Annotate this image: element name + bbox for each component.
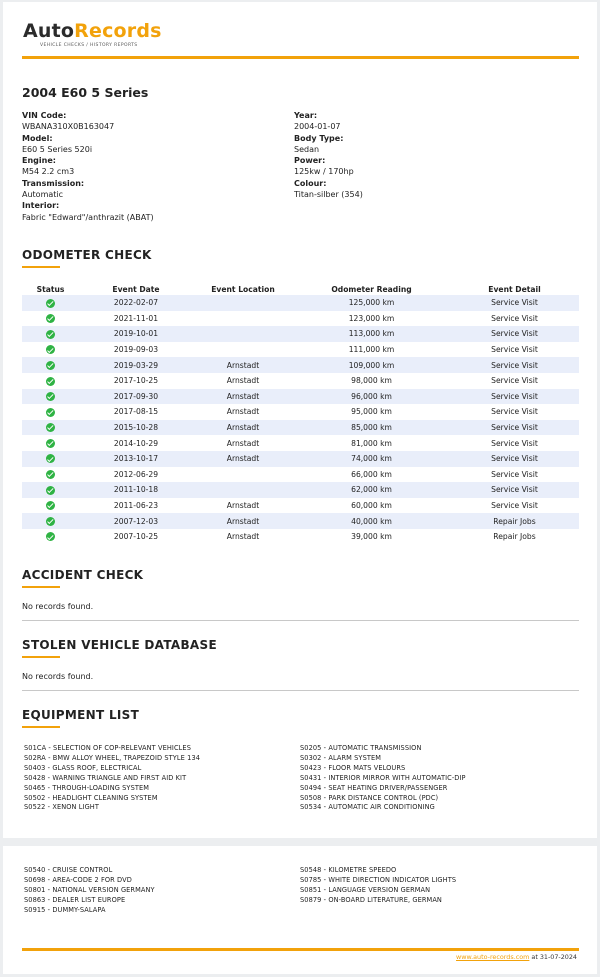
event-date-cell: 2019-03-29 xyxy=(79,357,193,373)
spec-label: Colour: xyxy=(294,178,327,188)
odometer-table xyxy=(22,283,579,545)
spec-value: Titan-silber (354) xyxy=(294,190,363,200)
header-odometer-reading: Odometer Reading xyxy=(331,284,412,294)
event-date-cell: 2021-11-01 xyxy=(113,313,159,323)
odometer-row xyxy=(22,498,579,514)
event-date-cell: 2019-09-03 xyxy=(113,345,159,355)
event-reading-cell: 60,000 km xyxy=(351,501,392,511)
event-reading-cell: 40,000 km xyxy=(293,513,450,529)
equipment-item: S0522 - XENON LIGHT xyxy=(24,803,99,812)
equipment-item: S0879 - ON-BOARD LITERATURE, GERMAN xyxy=(300,895,442,904)
event-reading-cell: 109,000 km xyxy=(293,357,450,373)
check-circle-icon xyxy=(46,299,55,308)
event-location-cell xyxy=(193,467,293,483)
equipment-title-underline xyxy=(22,726,60,728)
header-divider xyxy=(22,56,579,59)
header-event-location: Event Location xyxy=(211,284,275,294)
equipment-list-right xyxy=(300,744,466,813)
odometer-row xyxy=(22,435,579,451)
equipment-item: S0801 - NATIONAL VERSION GERMANY xyxy=(24,885,155,894)
equipment-item: S0548 - KILOMETRE SPEEDO xyxy=(300,866,397,874)
odometer-section-title: ODOMETER CHECK xyxy=(22,248,152,262)
odometer-row xyxy=(22,451,579,467)
spec-label: Body Type: xyxy=(294,133,344,143)
equipment-item: S0403 - GLASS ROOF, ELECTRICAL xyxy=(24,763,142,772)
header-status: Status xyxy=(36,284,65,294)
odometer-header-row xyxy=(22,283,579,295)
spec-value: E60 5 Series 520i xyxy=(22,144,93,154)
equipment-item: S0302 - ALARM SYSTEM xyxy=(300,753,382,762)
equipment-item: S0698 - AREA-CODE 2 FOR DVD xyxy=(24,875,132,884)
check-circle-icon xyxy=(46,517,55,526)
stolen-no-records: No records found. xyxy=(22,672,94,681)
brand-logo xyxy=(23,20,162,48)
event-date-cell: 2019-10-01 xyxy=(79,326,193,342)
spec-value: 2004-01-07 xyxy=(294,122,341,132)
event-detail-cell: Repair Jobs xyxy=(450,513,579,529)
event-date-cell: 2007-10-25 xyxy=(113,532,159,542)
stolen-divider xyxy=(22,690,579,691)
event-detail-cell: Service Visit xyxy=(491,376,538,386)
vehicle-specs-right xyxy=(294,110,363,200)
event-reading-cell: 66,000 km xyxy=(351,469,392,479)
event-date-cell: 2022-02-07 xyxy=(79,295,193,311)
odometer-row xyxy=(22,513,579,529)
equipment-list-left-continued xyxy=(24,866,155,916)
status-cell xyxy=(22,529,79,545)
spec-label: Model: xyxy=(22,133,53,143)
equipment-item: S02RA - BMW ALLOY WHEEL, TRAPEZOID STYLE 134 xyxy=(24,753,201,762)
event-location-cell: Arnstadt xyxy=(226,376,260,386)
event-date-cell: 2012-06-29 xyxy=(113,469,159,479)
odometer-row xyxy=(22,529,579,545)
header-event-detail: Event Detail xyxy=(488,284,541,294)
spec-label: Interior: xyxy=(22,201,60,211)
status-cell xyxy=(22,482,79,498)
event-location-cell xyxy=(193,295,293,311)
status-cell xyxy=(22,420,79,436)
equipment-item: S0540 - CRUISE CONTROL xyxy=(24,866,113,874)
event-reading-cell: 125,000 km xyxy=(293,295,450,311)
footer-date: at 31-07-2024 xyxy=(529,953,577,961)
check-circle-icon xyxy=(46,392,55,401)
event-reading-cell: 123,000 km xyxy=(348,313,395,323)
event-detail-cell: Service Visit xyxy=(450,451,579,467)
event-reading-cell: 111,000 km xyxy=(348,345,395,355)
event-detail-cell: Service Visit xyxy=(491,438,538,448)
equipment-item: S0431 - INTERIOR MIRROR WITH AUTOMATIC-DIP xyxy=(300,773,466,782)
event-location-cell: Arnstadt xyxy=(193,420,293,436)
odometer-row xyxy=(22,357,579,373)
spec-label: Transmission: xyxy=(22,178,85,188)
event-location-cell xyxy=(193,311,293,327)
equipment-item: S0423 - FLOOR MATS VELOURS xyxy=(300,763,406,772)
event-detail-cell: Service Visit xyxy=(491,469,538,479)
check-circle-icon xyxy=(46,423,55,432)
brand-name-part1: Auto xyxy=(23,20,75,42)
accident-divider xyxy=(22,620,579,621)
equipment-item: S0502 - HEADLIGHT CLEANING SYSTEM xyxy=(24,793,158,802)
check-circle-icon xyxy=(46,454,55,463)
event-date-cell: 2017-10-25 xyxy=(113,376,159,386)
status-cell xyxy=(22,311,79,327)
check-circle-icon xyxy=(46,361,55,370)
equipment-item: S0205 - AUTOMATIC TRANSMISSION xyxy=(300,744,422,752)
status-cell xyxy=(22,467,79,483)
event-location-cell: Arnstadt xyxy=(193,389,293,405)
vehicle-specs-left xyxy=(22,110,154,223)
event-detail-cell: Service Visit xyxy=(450,389,579,405)
event-detail-cell: Service Visit xyxy=(450,482,579,498)
event-reading-cell: 39,000 km xyxy=(351,532,392,542)
event-location-cell: Arnstadt xyxy=(193,357,293,373)
check-circle-icon xyxy=(46,330,55,339)
stolen-section-title: STOLEN VEHICLE DATABASE xyxy=(22,638,217,652)
equipment-item: S0494 - SEAT HEATING DRIVER/PASSENGER xyxy=(300,783,448,792)
spec-label: Year: xyxy=(294,111,318,120)
event-detail-cell: Repair Jobs xyxy=(493,532,536,542)
event-date-cell: 2017-09-30 xyxy=(79,389,193,405)
status-cell xyxy=(22,342,79,358)
check-circle-icon xyxy=(46,486,55,495)
event-detail-cell: Service Visit xyxy=(450,295,579,311)
check-circle-icon xyxy=(46,408,55,417)
check-circle-icon xyxy=(46,501,55,510)
status-cell xyxy=(22,451,79,467)
status-cell xyxy=(22,498,79,514)
event-reading-cell: 85,000 km xyxy=(293,420,450,436)
vehicle-title: 2004 E60 5 Series xyxy=(22,85,149,100)
status-cell xyxy=(22,357,79,373)
header-event-date: Event Date xyxy=(112,284,160,294)
equipment-item: S0534 - AUTOMATIC AIR CONDITIONING xyxy=(300,803,435,812)
odometer-row xyxy=(22,389,579,405)
equipment-item: S0863 - DEALER LIST EUROPE xyxy=(24,895,126,904)
event-location-cell: Arnstadt xyxy=(193,451,293,467)
odometer-row xyxy=(22,404,579,420)
status-cell xyxy=(22,404,79,420)
event-reading-cell: 62,000 km xyxy=(293,482,450,498)
event-reading-cell: 98,000 km xyxy=(351,376,392,386)
equipment-item: S0785 - WHITE DIRECTION INDICATOR LIGHTS xyxy=(300,875,457,884)
check-circle-icon xyxy=(46,532,55,541)
event-reading-cell: 95,000 km xyxy=(351,407,392,417)
odometer-row xyxy=(22,373,579,389)
equipment-item: S0428 - WARNING TRIANGLE AND FIRST AID KIT xyxy=(24,773,187,782)
event-detail-cell: Service Visit xyxy=(491,501,538,511)
report-page-2 xyxy=(3,846,597,974)
odometer-row xyxy=(22,420,579,436)
spec-value: Sedan xyxy=(294,144,320,154)
equipment-list-left xyxy=(24,744,200,813)
equipment-item: S01CA - SELECTION OF COP-RELEVANT VEHICLES xyxy=(24,744,191,752)
check-circle-icon xyxy=(46,345,55,354)
footer-link[interactable]: www.auto-records.com xyxy=(456,953,530,961)
spec-label: Engine: xyxy=(22,156,56,166)
accident-title-underline xyxy=(22,586,60,588)
odometer-row xyxy=(22,311,579,327)
equipment-item: S0851 - LANGUAGE VERSION GERMAN xyxy=(300,885,431,894)
spec-label: VIN Code: xyxy=(22,111,67,120)
check-circle-icon xyxy=(46,314,55,323)
event-location-cell: Arnstadt xyxy=(226,407,260,417)
event-location-cell xyxy=(193,326,293,342)
odometer-row xyxy=(22,295,579,311)
event-detail-cell: Service Visit xyxy=(491,345,538,355)
check-circle-icon xyxy=(46,439,55,448)
footer-divider xyxy=(22,948,579,951)
event-location-cell xyxy=(193,482,293,498)
status-cell xyxy=(22,295,79,311)
event-detail-cell: Service Visit xyxy=(491,407,538,417)
event-date-cell: 2011-10-18 xyxy=(79,482,193,498)
status-cell xyxy=(22,513,79,529)
spec-value: WBANA310X0B163047 xyxy=(22,122,115,132)
equipment-section-title: EQUIPMENT LIST xyxy=(22,708,140,722)
event-detail-cell: Service Visit xyxy=(491,313,538,323)
status-cell xyxy=(22,373,79,389)
event-location-cell: Arnstadt xyxy=(226,501,260,511)
event-date-cell: 2011-06-23 xyxy=(113,501,159,511)
equipment-item: S0915 - DUMMY-SALAPA xyxy=(24,905,106,914)
equipment-list-right-continued xyxy=(300,866,456,906)
brand-name-part2: Records xyxy=(74,20,162,42)
spec-value: Fabric "Edward"/anthrazit (ABAT) xyxy=(22,212,154,222)
spec-value: M54 2.2 cm3 xyxy=(22,167,75,177)
event-location-cell xyxy=(193,342,293,358)
stolen-title-underline xyxy=(22,656,60,658)
event-date-cell: 2007-12-03 xyxy=(79,513,193,529)
equipment-item: S0508 - PARK DISTANCE CONTROL (PDC) xyxy=(300,793,439,802)
event-location-cell: Arnstadt xyxy=(193,513,293,529)
event-location-cell: Arnstadt xyxy=(226,532,260,542)
odometer-row xyxy=(22,342,579,358)
event-location-cell: Arnstadt xyxy=(226,438,260,448)
odometer-row xyxy=(22,482,579,498)
event-detail-cell: Service Visit xyxy=(450,420,579,436)
equipment-item: S0465 - THROUGH-LOADING SYSTEM xyxy=(24,783,150,792)
spec-label: Power: xyxy=(294,156,326,166)
event-date-cell: 2017-08-15 xyxy=(113,407,159,417)
event-date-cell: 2015-10-28 xyxy=(79,420,193,436)
spec-value: Automatic xyxy=(22,190,64,200)
event-detail-cell: Service Visit xyxy=(450,326,579,342)
event-reading-cell: 113,000 km xyxy=(293,326,450,342)
accident-no-records: No records found. xyxy=(22,602,94,611)
odometer-row xyxy=(22,326,579,342)
event-reading-cell: 74,000 km xyxy=(293,451,450,467)
status-cell xyxy=(22,389,79,405)
odometer-row xyxy=(22,467,579,483)
footer-text xyxy=(456,953,577,961)
odometer-title-underline xyxy=(22,266,60,268)
event-reading-cell: 81,000 km xyxy=(351,438,392,448)
status-cell xyxy=(22,326,79,342)
spec-value: 125kw / 170hp xyxy=(294,167,354,177)
check-circle-icon xyxy=(46,470,55,479)
event-date-cell: 2014-10-29 xyxy=(113,438,159,448)
event-detail-cell: Service Visit xyxy=(450,357,579,373)
check-circle-icon xyxy=(46,377,55,386)
report-page-1 xyxy=(3,2,597,838)
event-date-cell: 2013-10-17 xyxy=(79,451,193,467)
accident-section-title: ACCIDENT CHECK xyxy=(22,568,144,582)
status-cell xyxy=(22,435,79,451)
brand-tagline: VEHICLE CHECKS / HISTORY REPORTS xyxy=(40,43,138,48)
event-reading-cell: 96,000 km xyxy=(293,389,450,405)
